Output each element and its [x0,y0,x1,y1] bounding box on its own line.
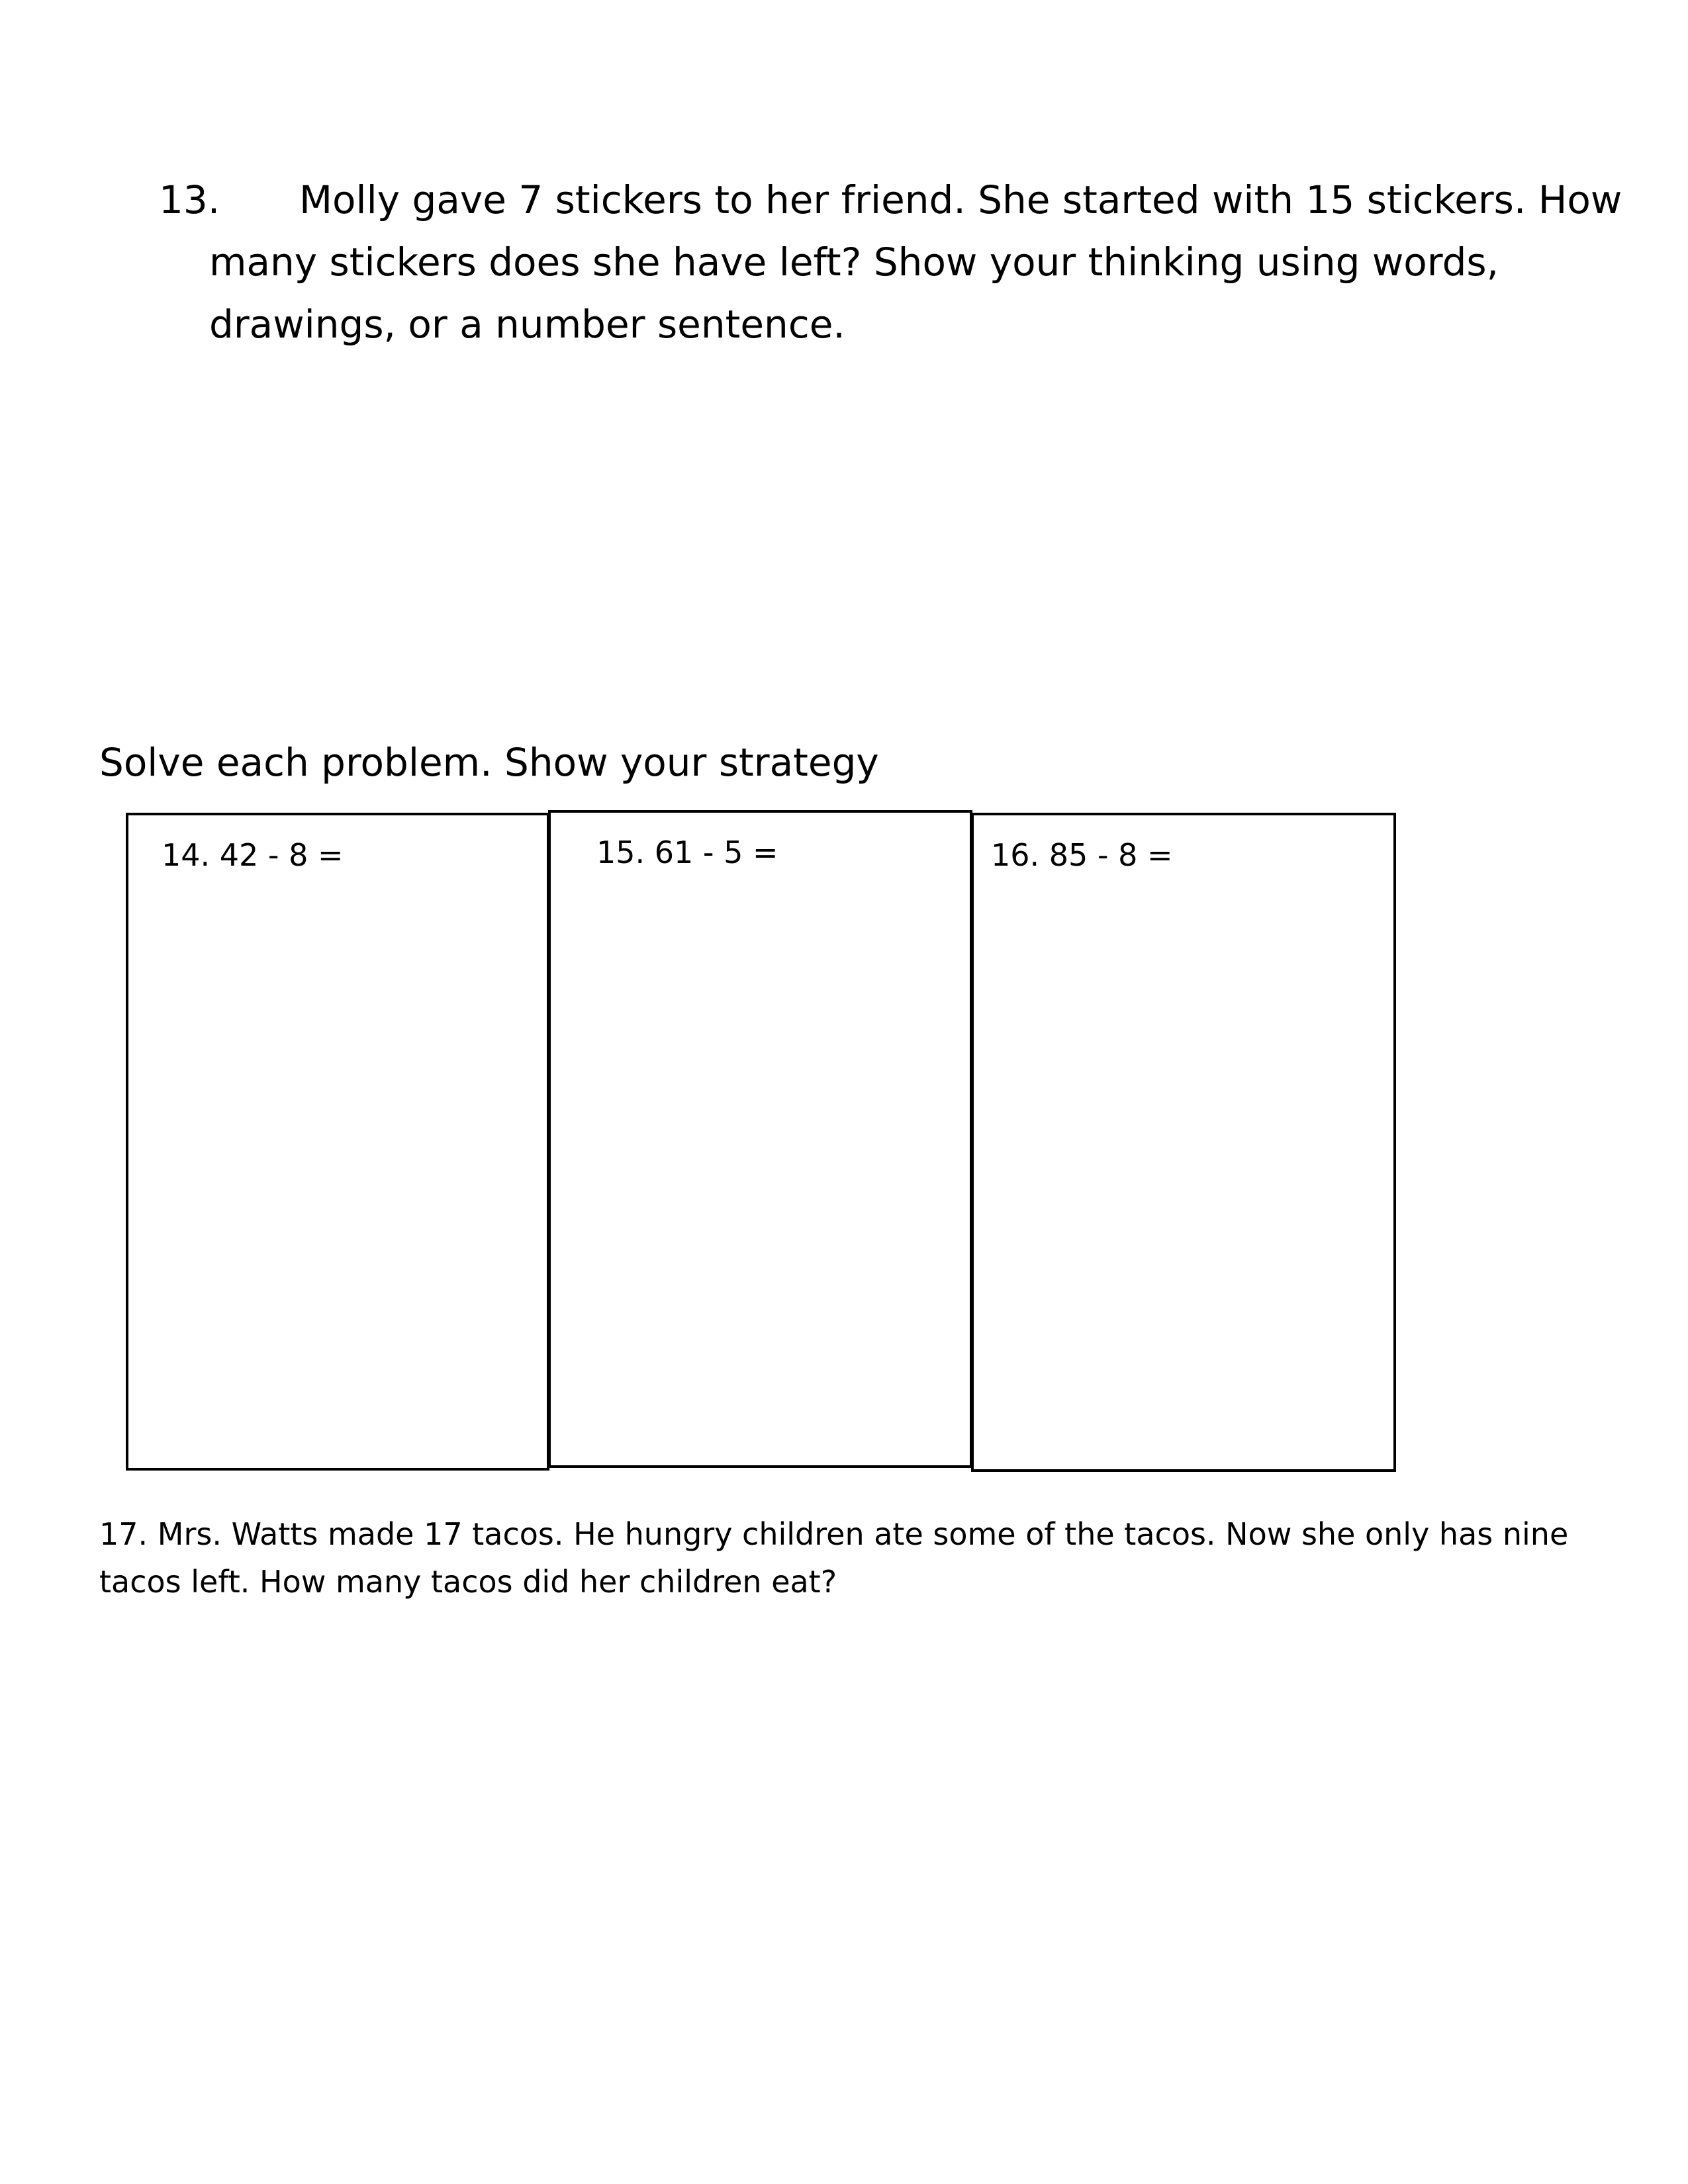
question-13-first-line [159,169,1622,231]
answer-box-14[interactable] [126,813,549,1471]
question-13-text-continuation: many stickers does she have left? Show your thinking using words, drawings, or a number sentence. [209,240,1499,347]
answer-box-16[interactable] [971,813,1396,1472]
instructions-heading: Solve each problem. Show your strategy [99,740,879,785]
question-13-text-line1: Molly gave 7 stickers to her friend. She started with 15 stickers. How [299,177,1622,222]
question-17: 17. Mrs. Watts made 17 tacos. He hungry children ate some of the tacos. Now she only has nine tacos left. How many tacos did her children eat? [99,1516,1569,1600]
problem-16-label: 16. 85 - 8 = [991,837,1173,873]
question-13-number: 13. [159,177,220,222]
question-13 [159,169,1622,355]
problem-14-label: 14. 42 - 8 = [162,837,344,873]
answer-box-15[interactable] [548,810,972,1468]
problem-15-label: 15. 61 - 5 = [596,835,778,870]
